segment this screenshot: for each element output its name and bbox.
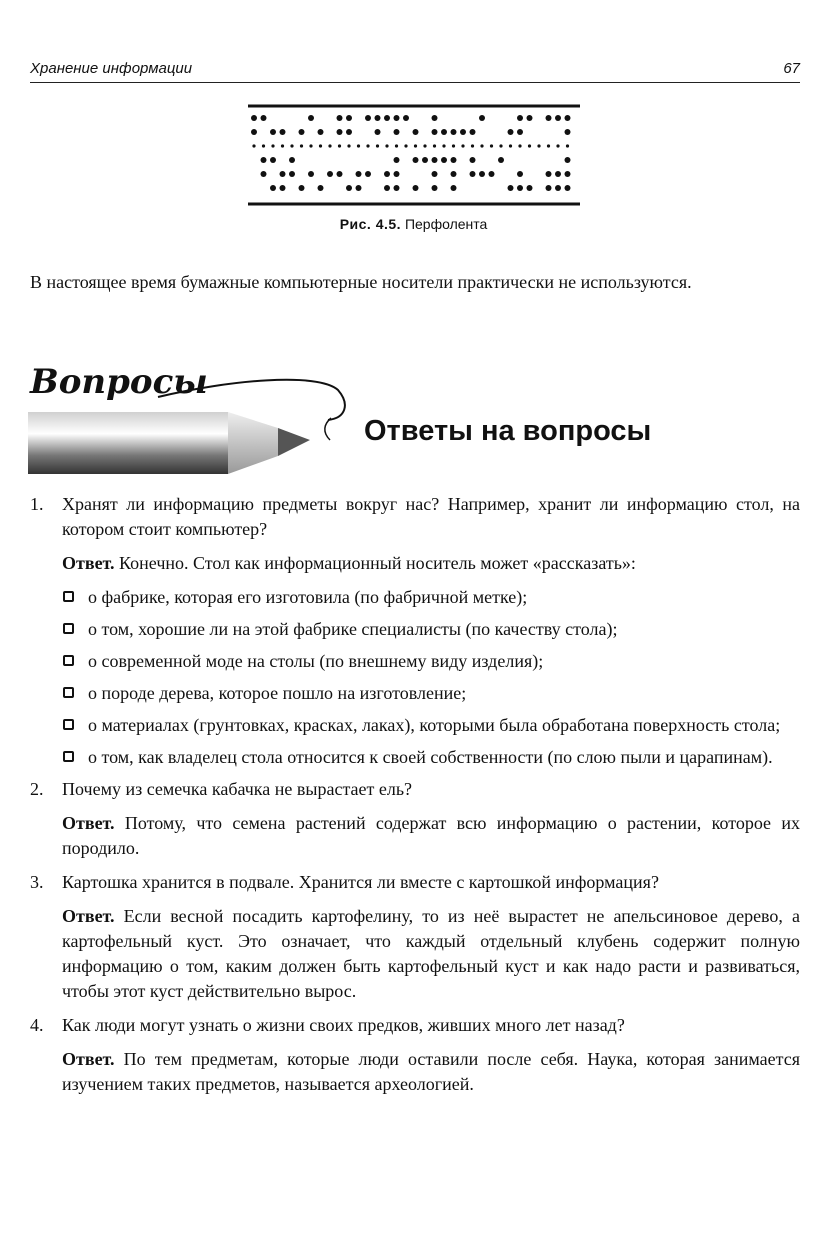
checkbox-bullet-icon xyxy=(63,751,74,762)
tape-hole xyxy=(546,115,552,121)
tape-hole xyxy=(271,144,274,147)
bullet-text: о фабрике, которая его изготовила (по фабричной метке); xyxy=(88,587,528,607)
tape-hole xyxy=(357,144,360,147)
tape-hole xyxy=(290,144,293,147)
tape-hole xyxy=(252,144,255,147)
tape-hole xyxy=(565,185,571,191)
question-item xyxy=(30,870,800,895)
figure-label: Рис. 4.5. xyxy=(339,216,402,232)
bullet-item xyxy=(30,745,800,770)
checkbox-bullet-icon xyxy=(63,623,74,634)
answer-body: Если весной посадить картофелину, то из неё вырастет не апельсиновое дерево, а картофельный куст. Это означает, что каждый отдельный клубень содержит полную информацию о том, каким должен быть картофельный куст и как надо расти и развиваться, чтобы этот куст действительно вырос. xyxy=(62,906,800,1001)
answer-label: Ответ. xyxy=(62,906,115,926)
tape-hole xyxy=(451,185,457,191)
tape-hole xyxy=(547,144,550,147)
tape-hole xyxy=(518,144,521,147)
tape-hole xyxy=(413,129,419,135)
checkbox-bullet-icon xyxy=(63,687,74,698)
tape-hole xyxy=(270,157,276,163)
checkbox-bullet-icon xyxy=(63,719,74,730)
tape-hole xyxy=(384,185,390,191)
tape-hole xyxy=(394,115,400,121)
tape-hole xyxy=(565,129,571,135)
question-item xyxy=(30,1013,800,1038)
tape-hole xyxy=(566,144,569,147)
tape-hole xyxy=(451,129,457,135)
section-title: Ответы на вопросы xyxy=(364,415,652,447)
tape-hole xyxy=(527,185,533,191)
checkbox-bullet-icon xyxy=(63,591,74,602)
tape-hole xyxy=(365,171,371,177)
tape-hole xyxy=(280,171,286,177)
tape-hole xyxy=(384,115,390,121)
tape-hole xyxy=(565,115,571,121)
tape-hole xyxy=(498,157,504,163)
bullet-text: о материалах (грунтовках, красках, лаках), которыми была обработана поверхность стола; xyxy=(88,715,781,735)
tape-hole xyxy=(432,129,438,135)
tape-hole xyxy=(261,171,267,177)
bullet-item xyxy=(30,617,800,642)
checkbox-bullet-icon xyxy=(63,655,74,666)
tape-hole xyxy=(555,115,561,121)
answer-text xyxy=(30,551,800,576)
tape-hole xyxy=(517,185,523,191)
answer-text xyxy=(30,811,800,861)
tape-hole xyxy=(470,129,476,135)
bullet-text: о том, как владелец стола относится к своей собственности (по слою пыли и царапинам). xyxy=(88,747,773,767)
tape-hole xyxy=(356,171,362,177)
tape-hole xyxy=(517,115,523,121)
tape-hole xyxy=(289,171,295,177)
tape-hole xyxy=(328,144,331,147)
tape-hole xyxy=(394,171,400,177)
tape-hole xyxy=(338,144,341,147)
intro-paragraph: В настоящее время бумажные компьютерные носители практически не используются. xyxy=(30,272,692,292)
tape-hole xyxy=(432,171,438,177)
tape-hole xyxy=(432,115,438,121)
question-text: Хранят ли информацию предметы вокруг нас? Например, хранит ли информацию стол, на котором стоит компьютер? xyxy=(62,494,800,539)
tape-hole xyxy=(308,115,314,121)
answer-text xyxy=(30,904,800,1004)
tape-hole xyxy=(337,115,343,121)
punched-tape-figure xyxy=(248,104,580,208)
tape-hole xyxy=(527,115,533,121)
tape-hole xyxy=(365,115,371,121)
answer-label: Ответ. xyxy=(62,813,115,833)
tape-hole xyxy=(509,144,512,147)
tape-hole xyxy=(517,171,523,177)
tape-hole xyxy=(451,171,457,177)
tape-hole xyxy=(270,129,276,135)
tape-hole xyxy=(489,171,495,177)
tape-hole xyxy=(470,171,476,177)
tape-hole xyxy=(394,157,400,163)
tape-hole xyxy=(442,144,445,147)
tape-hole xyxy=(413,157,419,163)
tape-hole xyxy=(376,144,379,147)
tape-hole xyxy=(346,129,352,135)
tape-hole xyxy=(508,129,514,135)
tape-hole xyxy=(375,129,381,135)
tape-hole xyxy=(251,129,257,135)
tape-hole xyxy=(318,129,324,135)
bullet-text: о породе дерева, которое пошло на изготовление; xyxy=(88,683,467,703)
tape-hole xyxy=(366,144,369,147)
tape-hole xyxy=(555,171,561,177)
punched-tape-image xyxy=(248,104,580,208)
tape-hole xyxy=(451,157,457,163)
tape-hole xyxy=(479,171,485,177)
tape-hole xyxy=(433,144,436,147)
tape-hole xyxy=(299,185,305,191)
bullet-item xyxy=(30,649,800,674)
tape-hole xyxy=(413,185,419,191)
tape-hole xyxy=(327,171,333,177)
tape-hole xyxy=(517,129,523,135)
question-number: 3. xyxy=(30,872,44,892)
tape-hole xyxy=(499,144,502,147)
tape-hole xyxy=(471,144,474,147)
question-number: 1. xyxy=(30,494,44,514)
question-text: Почему из семечка кабачка не вырастает ель? xyxy=(62,779,413,799)
tape-hole xyxy=(346,185,352,191)
tape-hole xyxy=(479,115,485,121)
page-number: 67 xyxy=(783,60,800,77)
tape-hole xyxy=(460,129,466,135)
figure-caption xyxy=(0,216,827,232)
tape-hole xyxy=(555,185,561,191)
tape-hole xyxy=(281,144,284,147)
tape-hole xyxy=(309,144,312,147)
tape-hole xyxy=(423,144,426,147)
tape-hole xyxy=(337,171,343,177)
tape-hole xyxy=(470,157,476,163)
tape-hole xyxy=(270,185,276,191)
question-number: 2. xyxy=(30,779,44,799)
tape-hole xyxy=(337,129,343,135)
tape-hole xyxy=(385,144,388,147)
figure-caption-text: Перфолента xyxy=(404,216,488,232)
tape-hole xyxy=(251,115,257,121)
tape-hole xyxy=(556,144,559,147)
tape-hole xyxy=(565,171,571,177)
tape-hole xyxy=(280,185,286,191)
bullet-item xyxy=(30,713,800,738)
tape-hole xyxy=(404,144,407,147)
answer-body: Потому, что семена растений содержат всю информацию о растении, которое их породило. xyxy=(62,813,800,858)
tape-hole xyxy=(318,185,324,191)
bullet-text: о том, хорошие ли на этой фабрике специалисты (по качеству стола); xyxy=(88,619,618,639)
tape-hole xyxy=(394,185,400,191)
tape-hole xyxy=(394,129,400,135)
tape-hole xyxy=(319,144,322,147)
tape-hole xyxy=(261,115,267,121)
tape-hole xyxy=(403,115,409,121)
tape-hole xyxy=(356,185,362,191)
answer-body: Конечно. Стол как информационный носитель может «рассказать»: xyxy=(114,553,636,573)
tape-hole xyxy=(346,115,352,121)
answer-body: По тем предметам, которые люди оставили после себя. Наука, которая занимается изучением таких предметов, называется археологией. xyxy=(62,1049,800,1094)
tape-hole xyxy=(262,144,265,147)
tape-hole xyxy=(384,171,390,177)
tape-hole xyxy=(432,157,438,163)
tape-hole xyxy=(546,185,552,191)
header-title: Хранение информации xyxy=(30,60,193,77)
tape-hole xyxy=(280,129,286,135)
tape-hole xyxy=(261,157,267,163)
tape-hole xyxy=(347,144,350,147)
tape-hole xyxy=(308,171,314,177)
tape-hole xyxy=(395,144,398,147)
qa-list xyxy=(30,492,800,1106)
tape-hole xyxy=(480,144,483,147)
tape-hole xyxy=(375,115,381,121)
bullet-text: о современной моде на столы (по внешнему виду изделия); xyxy=(88,651,544,671)
tape-hole xyxy=(565,157,571,163)
tape-hole xyxy=(422,157,428,163)
questions-logo-text: Вопросы xyxy=(30,362,208,402)
bullet-item xyxy=(30,681,800,706)
tape-hole xyxy=(299,129,305,135)
tape-hole xyxy=(508,185,514,191)
question-text: Как люди могут узнать о жизни своих предков, живших много лет назад? xyxy=(62,1015,625,1035)
question-text: Картошка хранится в подвале. Хранится ли вместе с картошкой информация? xyxy=(62,872,659,892)
tape-hole xyxy=(461,144,464,147)
tape-hole xyxy=(546,171,552,177)
running-header xyxy=(30,58,800,83)
answer-label: Ответ. xyxy=(62,553,115,573)
tape-hole xyxy=(289,157,295,163)
answer-label: Ответ. xyxy=(62,1049,115,1069)
tape-hole xyxy=(528,144,531,147)
question-item xyxy=(30,777,800,802)
question-item xyxy=(30,492,800,542)
bullet-item xyxy=(30,585,800,610)
tape-hole xyxy=(490,144,493,147)
tape-hole xyxy=(441,157,447,163)
tape-hole xyxy=(300,144,303,147)
tape-hole xyxy=(452,144,455,147)
answer-text xyxy=(30,1047,800,1097)
tape-hole xyxy=(414,144,417,147)
tape-hole xyxy=(537,144,540,147)
question-number: 4. xyxy=(30,1015,44,1035)
tape-hole xyxy=(432,185,438,191)
tape-hole xyxy=(441,129,447,135)
